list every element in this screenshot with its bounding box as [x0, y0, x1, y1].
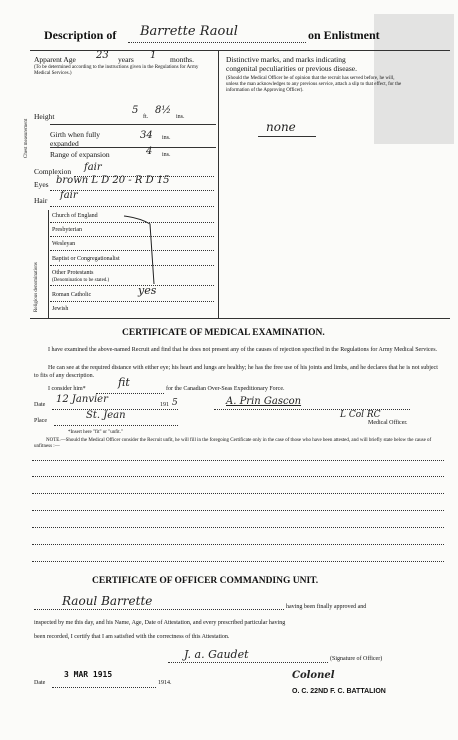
medical-officer-signature: A. Prin Gascon — [226, 396, 302, 407]
expansion-label: Range of expansion — [50, 150, 110, 159]
complexion-value: fair — [84, 162, 102, 173]
unit-stamp: O. C. 22ND F. C. BATTALION — [292, 688, 386, 695]
age-note: (To be determined according to the instructions given in the Regulations for Army Medical Services.) — [34, 65, 199, 76]
recruit-name-2: Raoul Barrette — [62, 594, 153, 608]
recruit-name: Barrette Raoul — [140, 24, 238, 39]
religion-item: Baptist or Congregationalist — [52, 256, 120, 262]
fit-value: fit — [118, 376, 130, 389]
for-cef-label: for the Canadian Over-Seas Expeditionary Force. — [166, 386, 285, 392]
unfit-note: NOTE.—Should the Medical Officer consider the Recruit unfit, he will fill in the foregoing Certificate only in the case of those who have been attested, and will briefly state below the cause of unfitness :— — [34, 438, 432, 449]
religion-item: Roman Catholic — [52, 292, 92, 298]
religion-side-label: Religious denominations — [34, 262, 39, 312]
recorded-text: been recorded, I certify that I am satisfied with the correctness of this Attestation. — [34, 634, 230, 640]
religion-item: Other Protestants — [52, 270, 94, 276]
height-ins-value: 8½ — [155, 105, 172, 116]
medical-officer-label: Medical Officer. — [368, 420, 408, 426]
age-years-value: 23 — [96, 50, 109, 61]
girth-label: Girth when fully expanded — [50, 130, 100, 148]
roman-catholic-value: yes — [138, 284, 157, 297]
insert-note: *Insert here "fit" or "unfit." — [68, 430, 123, 435]
inspected-text: inspected by me this day, and his Name, Age, Date of Attestation, and every prescribed particular having — [34, 620, 286, 626]
consider-label: I consider him* — [48, 386, 86, 392]
approved-text: having been finally approved and — [286, 604, 367, 610]
height-label: Height — [34, 112, 55, 121]
signature-label: (Signature of Officer) — [330, 656, 383, 662]
distinctive-marks-heading: Distinctive marks, and marks indicating congenital peculiarities or previous disease. — [226, 55, 357, 73]
religion-item: (Denomination to be stated.) — [52, 278, 110, 283]
date-stamp: 3 MAR 1915 — [64, 670, 113, 679]
expansion-value: 4 — [146, 146, 153, 157]
officer-cert-title: CERTIFICATE OF OFFICER COMMANDING UNIT. — [92, 576, 319, 586]
hair-label: Hair — [34, 196, 48, 205]
date-label: Date — [34, 402, 46, 408]
religion-item: Presbyterian — [52, 227, 82, 233]
on-enlistment-label: on Enlistment — [308, 28, 380, 42]
age-months-value: 1 — [150, 50, 157, 61]
medical-officer-rank: L Col RC — [340, 410, 381, 420]
exam-date-value: 12 Janvier — [56, 394, 108, 405]
eyes-label: Eyes — [34, 180, 49, 189]
distinctive-marks-note: (Should the Medical Officer be of opinion that the recruit has served before, he will, unless the man acknowledges to any previous service, attach a slip to that effect, for the information of the Approving Officer). — [226, 76, 402, 93]
medical-para-1: I have examined the above-named Recruit and find that he does not present any of the causes of rejection specified in the Regulations for Army Medical Services. — [48, 347, 438, 353]
description-of-label: Description of — [44, 28, 117, 42]
height-ft-value: 5 — [132, 105, 139, 116]
religion-item: Church of England — [52, 213, 98, 219]
officer-rank: Colonel — [292, 670, 335, 681]
medical-cert-title: CERTIFICATE OF MEDICAL EXAMINATION. — [122, 328, 325, 338]
religion-bracket-mark — [120, 214, 160, 288]
distinctive-marks-value: none — [266, 120, 296, 134]
apparent-age-label: Apparent Age — [34, 55, 76, 64]
religion-item: Wesleyan — [52, 241, 76, 247]
eyes-value: brown L D 20 - R D 15 — [56, 175, 170, 186]
place-label: Place — [34, 418, 47, 424]
complexion-label: Complexion — [34, 167, 72, 176]
religion-item: Jewish — [52, 306, 69, 312]
attestation-page: Description of Barrette Raoul on Enlistment Apparent Age 23 years 1 months. (To be determined according to the instructions given in the Regulations for Army Medical Services.) Height 5 ft. 8½ ins. Chest measurement Girth when fully expanded 34 ins. Range of expansion 4 ins. Complexion fair Eyes brown L D 20 - R D 15 Hair fair Religious denominations Church of England Presbyterian Wesleyan Baptist or Congregationalist Other Protestants (Denomination to be stated.) Roman Catholic yes Jewish Distinctive marks, and marks indicating congenital peculiarities or previous disease. (Should the Medical Officer be of opinion that the recruit has served before, he will, unless the man acknowledges to any previous service, attach a slip to that effect, for the information of the Approving Officer). none CERTIFICATE OF MEDICAL EXAMINATION. I have examined the above-named Recruit and find that he does not present any of the causes of rejection specified in the Regulations for Army Medical Services. He can see at the required distance with either eye; his heart and lungs are healthy; he has the free use of his joints and limbs, and he declares that he is not subject to fits of any description. I consider him* fit for the Canadian Over-Seas Expeditionary Force. Date 12 Janvier 191 5 A. Prin Gascon Place St. Jean L Col RC Medical Officer. *Insert here "fit" or "unfit." NOTE.—Should the Medical Officer consider the Recruit unfit, he will fill in the foregoing Certificate only in the case of those who have been attested, and will briefly state below the cause of unfitness :— CERTIFICATE OF OFFICER COMMANDING UNIT. Raoul Barrette having been finally approved and inspected by me this day, and his Name, Age, Date of Attestation, and every prescribed particular having been recorded, I certify that I am satisfied with the correctness of this Attestation. J. a. Gaudet (Signature of Officer) Colonel Date 3 MAR 1915 1914. O. C. 22ND F. C. BATTALION — [0, 0, 458, 740]
officer-date-label: Date — [34, 680, 46, 686]
girth-value: 34 — [140, 130, 153, 141]
chest-side-label: Chest measurement — [24, 118, 29, 158]
exam-place-value: St. Jean — [86, 410, 126, 421]
officer-signature: J. a. Gaudet — [184, 648, 249, 661]
medical-para-2: He can see at the required distance with either eye; his heart and lungs are healthy; he has the free use of his joints and limbs, and he declares that he is not subject to fits of any description. — [34, 365, 438, 379]
hair-value: fair — [60, 190, 78, 201]
